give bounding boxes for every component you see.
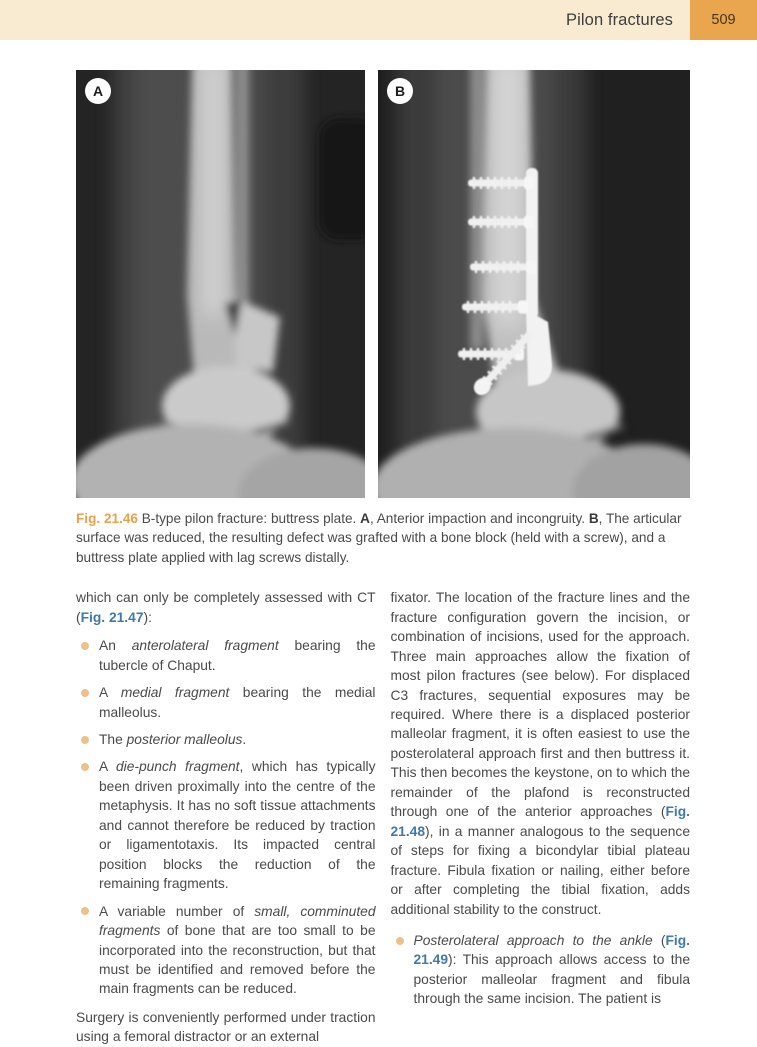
text-segment: ): This approach allows access to the posterior malleolar fragment and fibula through the same incision. The patient is (413, 952, 690, 1007)
figure-21-46 (76, 70, 690, 498)
text-segment: , Anterior impaction and incongruity. (369, 511, 589, 526)
xray-panel-b (378, 70, 690, 498)
text-segment: The (99, 732, 127, 748)
paragraph (76, 1008, 376, 1047)
list-item (76, 636, 376, 675)
text-segment: A variable number of (99, 903, 255, 919)
right-column (391, 588, 691, 1047)
figure-caption (76, 509, 690, 567)
fig-ref-21-48[interactable]: Fig. 21.48 (390, 804, 690, 839)
text-segment: Posterolateral approach to the ankle (413, 933, 653, 949)
text-segment: ): (143, 609, 152, 625)
text-segment: A (99, 685, 121, 701)
xray-panel-a (76, 70, 365, 498)
text-segment: An (99, 638, 132, 654)
text-segment: anterolateral fragment (131, 638, 279, 654)
running-head: Pilon fractures (566, 10, 673, 29)
text-segment: of bone that are too small to be incorporated into the reconstruction, but that must be identified and removed before the main fragments can be reduced. (99, 923, 376, 997)
text-segment: A (99, 759, 116, 775)
text-segment: bearing the medial malleolus. (99, 685, 376, 720)
list-item (76, 683, 376, 722)
text-segment: fixator. The location of the fracture lines and the fracture configuration govern the incision, or combination of incisions, used for the approach. Three main approaches allow the fixation of most pilon fractures (see below). For displaced C3 fractures, sequential exposures may be required. Where there is a displaced posterior malleolar fragment, it is often easiest to use the posterolateral approach first and then buttress it. This then becomes the keystone, on to which the remainder of the plafond is reconstructed through one of the anterior approaches ( (390, 590, 690, 820)
list-item (76, 902, 376, 999)
panel-label-a: A (85, 78, 111, 104)
list-item (76, 730, 376, 749)
list-item (391, 931, 691, 1009)
text-segment: ( (652, 933, 666, 949)
list-item (76, 757, 376, 893)
panel-label-b: B (387, 78, 413, 104)
text-segment: die-punch fragment (115, 759, 240, 775)
text-segment: Surgery is conveniently performed under traction using a femoral distractor or an external (76, 1009, 376, 1045)
text-segment: B-type pilon fracture: buttress plate. (137, 511, 361, 526)
paragraph (391, 588, 691, 919)
fragment-list (76, 636, 376, 999)
text-segment: B (588, 511, 599, 526)
text-segment: which can only be completely assessed with CT ( (76, 590, 376, 625)
xray-b-image (378, 70, 690, 498)
text-segment: small, comminuted fragments (99, 903, 376, 939)
approach-list (391, 931, 691, 1009)
fig-ref-21-47[interactable]: Fig. 21.47 (80, 609, 144, 625)
text-segment: posterior malleolus (126, 732, 243, 748)
body-text (76, 588, 690, 1047)
text-segment: medial fragment (120, 685, 230, 701)
left-column (76, 588, 376, 1047)
fig-ref-21-49[interactable]: Fig. 21.49 (413, 933, 690, 968)
text-segment: ), in a manner analogous to the sequence of steps for fixing a bicondylar tibial plateau fracture. Fibula fixation or nailing, either before or after completing the tibial fixation, adds additional stability to the construct. (390, 823, 690, 917)
page-content (76, 70, 690, 1047)
paragraph (76, 588, 376, 627)
text-segment: bearing the tubercle of Chaput. (99, 638, 376, 673)
text-segment: A (360, 511, 370, 526)
text-segment: , The articular surface was reduced, the resulting defect was grafted with a bone block (held with a screw), and a buttress plate applied with lag screws distally. (76, 511, 682, 565)
page-header (0, 0, 757, 40)
page-number: 509 (690, 0, 757, 40)
xray-a-image (76, 70, 365, 498)
text-segment: . (242, 732, 247, 748)
figure-number: Fig. 21.46 (76, 511, 138, 526)
text-segment: , which has typically been driven proximally into the centre of the metaphysis. It has no soft tissue attachments and cannot therefore be reduced by traction or ligamentotaxis. Its impacted central position blocks the reduction of the remaining fragments. (99, 759, 376, 892)
